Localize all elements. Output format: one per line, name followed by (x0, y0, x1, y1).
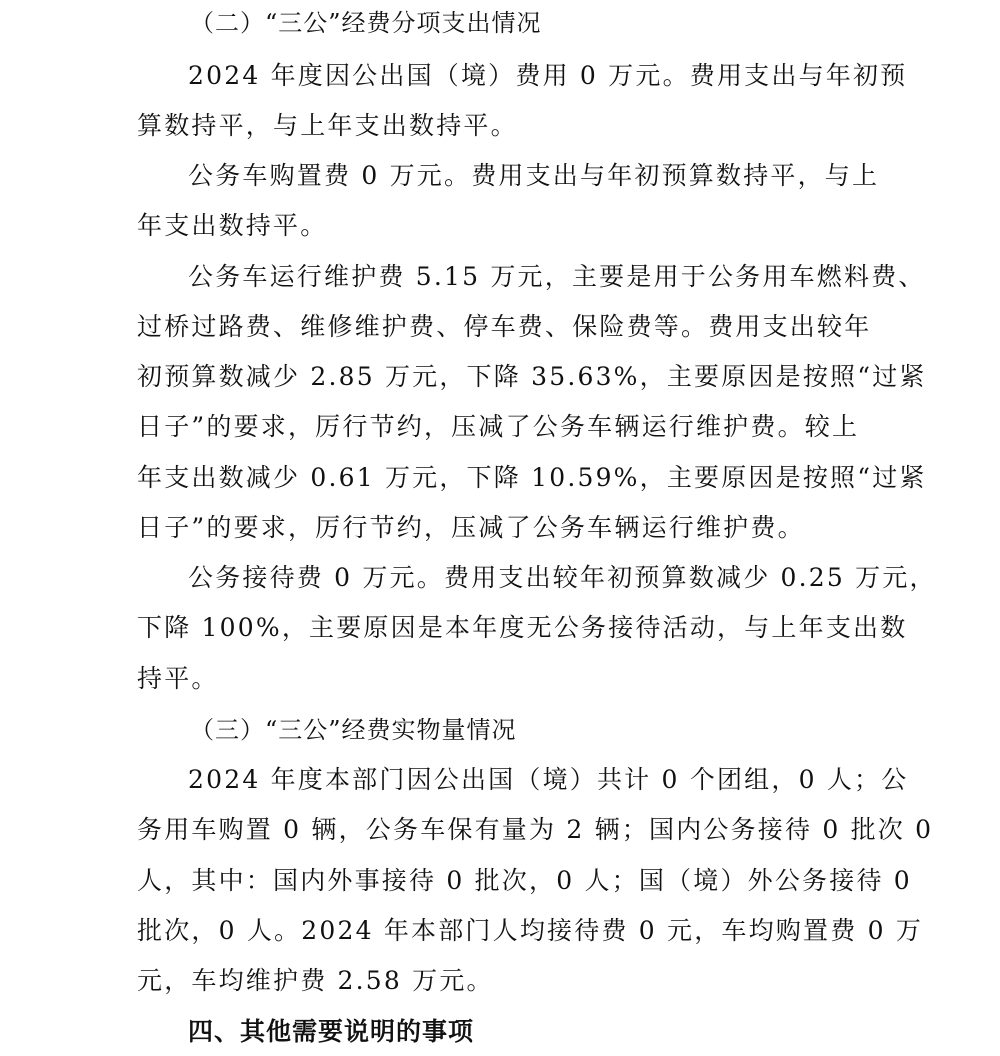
paragraph-line: 元，车均维护费 2.58 万元。 (137, 966, 494, 995)
paragraph-line: 日子”的要求，厉行节约，压减了公务车辆运行维护费。 (137, 513, 805, 542)
paragraph-line: 2024 年度因公出国（境）费用 0 万元。费用支出与年初预 (188, 61, 908, 90)
paragraph-line: 日子”的要求，厉行节约，压减了公务车辆运行维护费。较上 (137, 412, 860, 441)
paragraph-line: 2024 年度本部门因公出国（境）共计 0 个团组，0 人；公 (188, 765, 909, 794)
paragraph-line: 初预算数减少 2.85 万元，下降 35.63%，主要原因是按照“过紧 (137, 362, 927, 391)
section-heading-three-public-physical-quantities: （三）“三公”经费实物量情况 (190, 716, 517, 744)
paragraph-line: 公务车购置费 0 万元。费用支出与年初预算数持平，与上 (188, 161, 880, 190)
paragraph-line: 年支出数减少 0.61 万元，下降 10.59%，主要原因是按照“过紧 (137, 463, 927, 492)
paragraph-line: 人，其中：国内外事接待 0 批次，0 人；国（境）外公务接待 0 (137, 866, 912, 895)
paragraph-line: 批次，0 人。2024 年本部门人均接待费 0 元，车均购置费 0 万 (137, 916, 924, 945)
paragraph-line: 下降 100%，主要原因是本年度无公务接待活动，与上年支出数 (137, 613, 908, 642)
paragraph-line: 过桥过路费、维修维护费、停车费、保险费等。费用支出较年 (137, 312, 872, 341)
section-heading-three-public-expenses-breakdown: （二）“三公”经费分项支出情况 (190, 9, 542, 37)
paragraph-line: 公务接待费 0 万元。费用支出较年初预算数减少 0.25 万元， (188, 563, 937, 592)
paragraph-line: 持平。 (137, 664, 219, 693)
paragraph-line: 务用车购置 0 辆，公务车保有量为 2 辆；国内公务接待 0 批次 0 (137, 815, 934, 844)
section-heading-other-matters: 四、其他需要说明的事项 (188, 1017, 475, 1046)
paragraph-line: 公务车运行维护费 5.15 万元，主要是用于公务用车燃料费、 (188, 262, 926, 291)
paragraph-line: 算数持平，与上年支出数持平。 (137, 111, 518, 140)
paragraph-line: 年支出数持平。 (137, 211, 328, 240)
